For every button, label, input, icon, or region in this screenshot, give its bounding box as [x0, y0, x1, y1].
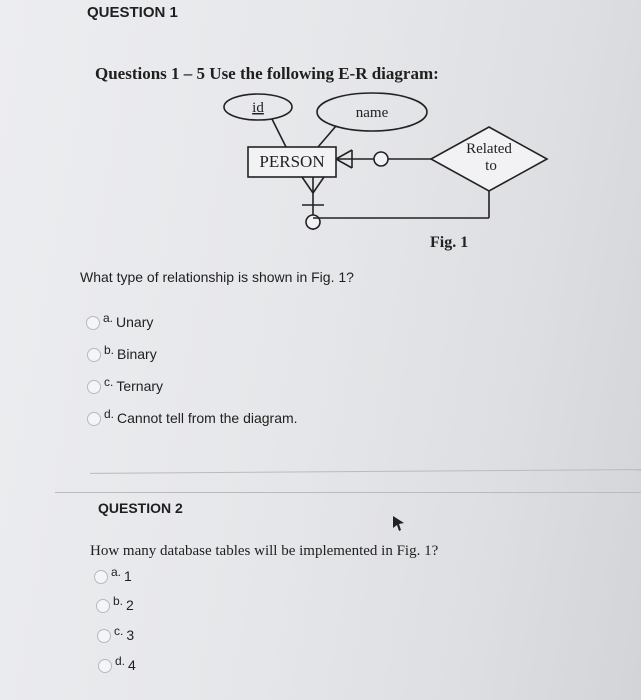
radio-button-icon[interactable] [87, 348, 101, 362]
crowfoot-down-left [302, 177, 313, 193]
question-1-header: QUESTION 1 [87, 4, 178, 21]
radio-button-icon[interactable] [87, 412, 101, 426]
q1-option-b[interactable] [87, 343, 157, 362]
divider [55, 492, 641, 493]
option-text: 1 [124, 568, 132, 584]
radio-button-icon[interactable] [97, 629, 111, 643]
figure-caption: Fig. 1 [430, 234, 469, 251]
option-letter: a. [111, 565, 122, 579]
q2-option-d[interactable] [98, 654, 136, 673]
relationship-label-2: to [485, 158, 497, 174]
option-letter: b. [104, 343, 115, 357]
crowfoot-bottom [336, 159, 352, 168]
crowfoot-down-right [313, 177, 324, 193]
optional-circle-bottom [306, 215, 320, 229]
option-letter: c. [104, 375, 114, 389]
option-letter: b. [113, 594, 124, 608]
optional-circle-right [374, 152, 388, 166]
attribute-id-label: id [252, 100, 264, 116]
option-text: 2 [126, 597, 134, 613]
radio-button-icon[interactable] [87, 380, 101, 394]
er-diagram [0, 0, 641, 260]
attribute-name-label: name [355, 105, 389, 121]
radio-button-icon[interactable] [96, 599, 110, 613]
q2-option-a[interactable] [94, 565, 132, 584]
figure-intro: Questions 1 – 5 Use the following E-R diagram: [95, 64, 439, 83]
radio-button-icon[interactable] [86, 316, 100, 330]
option-text: Binary [117, 346, 157, 362]
q1-option-c[interactable] [87, 375, 164, 394]
radio-button-icon[interactable] [98, 659, 112, 673]
mouse-pointer-icon [392, 515, 406, 533]
option-letter: d. [104, 407, 115, 421]
option-text: Ternary [116, 378, 164, 394]
q1-option-a[interactable] [86, 311, 154, 330]
option-text: 4 [128, 657, 136, 673]
option-letter: a. [103, 311, 114, 325]
question-2-header: QUESTION 2 [98, 500, 183, 516]
option-text: Cannot tell from the diagram. [117, 410, 298, 426]
option-letter: c. [114, 624, 124, 638]
relationship-label-1: Related [466, 141, 512, 157]
attribute-id-link [272, 119, 286, 147]
question-2-prompt: How many database tables will be implemented in Fig. 1? [90, 543, 439, 559]
crowfoot-top [336, 150, 352, 159]
attribute-name-link [318, 126, 336, 147]
option-text: 3 [126, 627, 135, 643]
divider [90, 469, 641, 474]
q2-option-b[interactable] [96, 594, 134, 613]
q2-option-c[interactable] [97, 624, 135, 643]
entity-label: PERSON [259, 152, 325, 171]
q1-option-d[interactable] [87, 407, 298, 426]
question-1-prompt: What type of relationship is shown in Fig. 1? [80, 269, 354, 285]
radio-button-icon[interactable] [94, 570, 108, 584]
option-letter: d. [115, 654, 126, 668]
option-text: Unary [116, 314, 154, 330]
